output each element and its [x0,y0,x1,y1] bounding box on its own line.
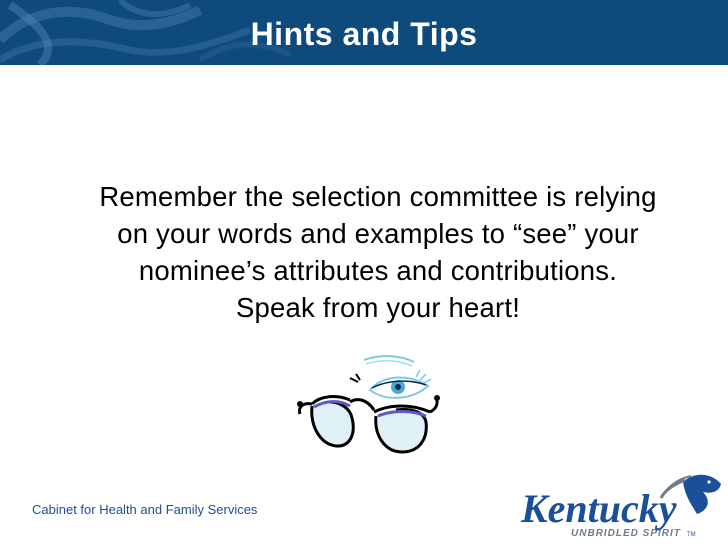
kentucky-logo [515,470,727,546]
body-line: nominee’s attributes and contributions. [138,255,618,286]
body-line: Remember the selection committee is relying [99,181,657,212]
footer-organization: Cabinet for Health and Family Services [32,502,258,517]
body-line: Speak from your heart! [235,292,521,323]
logo-tagline: UNBRIDLED SPIRIT [571,528,681,539]
eyeglasses-eye-icon [292,352,452,462]
body-line: on your words and examples to “see” your [117,218,639,249]
title-bar [0,0,728,65]
logo-trademark: TM [687,532,696,538]
body-paragraph [58,178,698,326]
slide-title: Hints and Tips [250,16,478,52]
logo-wordmark: Kentucky [521,486,677,531]
